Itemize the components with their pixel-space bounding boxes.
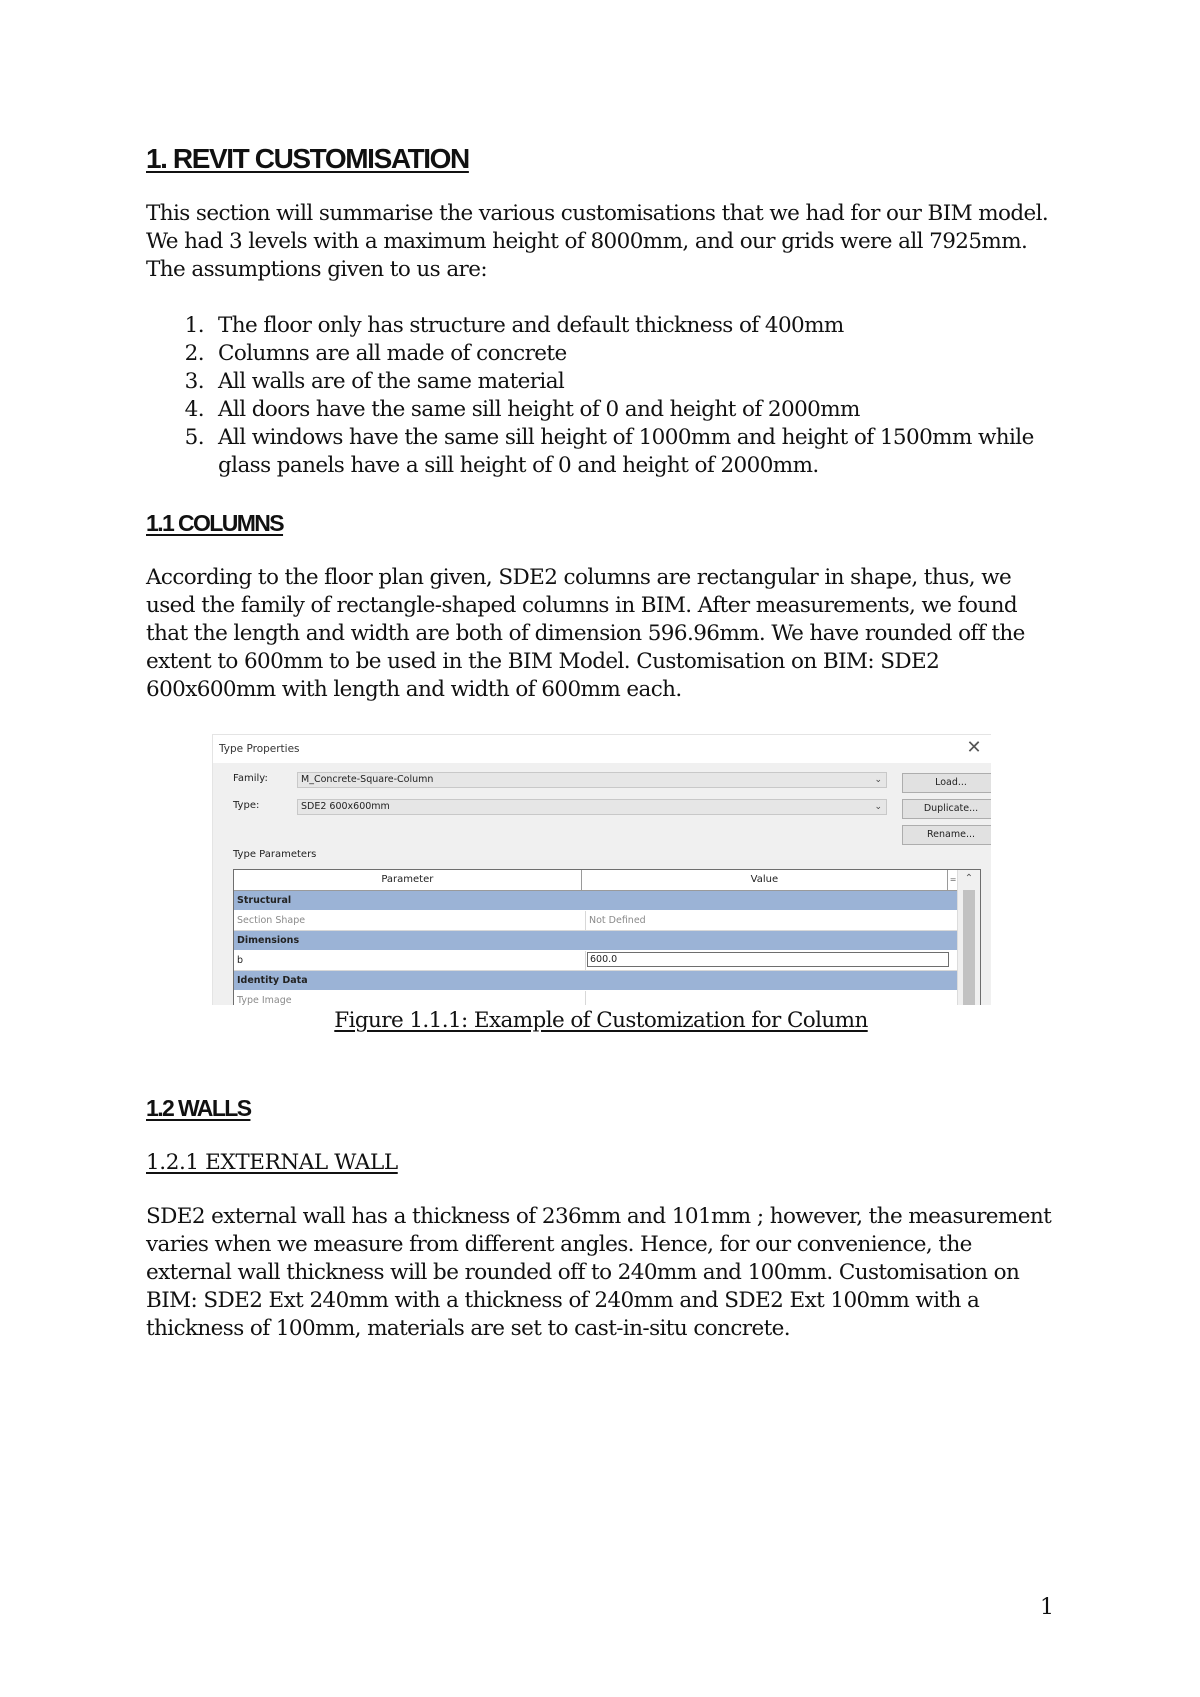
grid-scrollbar[interactable] <box>957 870 980 1005</box>
family-select[interactable] <box>297 772 887 788</box>
group-row-identity-data[interactable] <box>234 971 968 991</box>
list-number: 3. <box>184 369 204 394</box>
walls-paragraph: SDE2 external wall has a thickness of 236mm and 101mm ; however, the measurement varies when we measure from different angles. Hence, for our convenience, the external wall thickness will be rounded off to 240mm and 100mm. Customisation on BIM: SDE2 Ext 240mm with a thickness of 240mm and SDE2 Ext 100mm with a thickness of 100mm, materials are set to cast-in-situ concrete. <box>146 1204 1052 1341</box>
external-wall-subheading: 1.2.1 EXTERNAL WALL <box>146 1150 398 1175</box>
assumptions-list <box>146 312 1056 480</box>
list-item <box>146 424 1056 480</box>
list-item <box>146 312 1056 340</box>
grid-rows <box>234 891 968 1005</box>
section-title: 1. REVIT CUSTOMISATION <box>146 143 469 174</box>
group-row-structural[interactable] <box>234 891 968 911</box>
type-parameters-grid <box>233 869 981 1005</box>
dialog-title: Type Properties <box>219 743 300 755</box>
list-item <box>146 396 1056 424</box>
group-label: Structural <box>237 895 292 906</box>
columns-heading: 1.1 COLUMNS <box>146 510 284 536</box>
chevron-up-icon[interactable]: ⌃ <box>964 873 974 884</box>
table-row[interactable] <box>234 951 968 971</box>
column-header-parameter[interactable]: Parameter <box>234 870 582 890</box>
list-item <box>146 368 1056 396</box>
list-number: 2. <box>184 341 204 366</box>
intro-paragraph: This section will summarise the various customisations that we had for our BIM model. We had 3 levels with a maximum height of 8000mm, and our grids were all 7925mm. The assumptions given to us are: <box>146 201 1049 282</box>
list-item <box>146 340 1056 368</box>
parameter-value <box>586 991 955 1005</box>
parameter-value: Not Defined <box>589 915 646 926</box>
type-select-value: SDE2 600x600mm <box>301 801 390 812</box>
dialog-body <box>213 763 991 1005</box>
table-row[interactable] <box>234 911 968 931</box>
type-parameters-label: Type Parameters <box>233 849 317 860</box>
duplicate-button[interactable]: Duplicate... <box>902 799 991 819</box>
list-number: 1. <box>184 313 204 338</box>
type-select[interactable] <box>297 799 887 815</box>
list-text: Columns are all made of concrete <box>218 341 567 366</box>
page-number: 1 <box>1040 1595 1054 1620</box>
parameter-name: Type Image <box>234 991 586 1005</box>
list-text: All doors have the same sill height of 0 and height of 2000mm <box>218 397 860 422</box>
list-number: 4. <box>184 397 204 422</box>
grid-header <box>234 870 958 891</box>
type-properties-dialog <box>212 734 991 1005</box>
parameter-name: b <box>234 951 586 970</box>
walls-heading: 1.2 WALLS <box>146 1095 251 1121</box>
family-select-value: M_Concrete-Square-Column <box>301 774 434 785</box>
family-label: Family: <box>233 773 268 784</box>
group-row-dimensions[interactable] <box>234 931 968 951</box>
chevron-down-icon: ⌄ <box>874 802 882 812</box>
b-value-input[interactable]: 600.0 <box>587 952 949 967</box>
equals-icon: = <box>949 875 957 884</box>
group-label: Identity Data <box>237 975 308 986</box>
load-button[interactable]: Load... <box>902 773 991 793</box>
column-figure <box>212 734 990 1035</box>
list-number: 5. <box>184 425 204 450</box>
rename-button[interactable]: Rename... <box>902 825 991 845</box>
list-text: All walls are of the same material <box>218 369 565 394</box>
scrollbar-thumb[interactable] <box>963 890 975 1005</box>
parameter-value-cell <box>586 951 955 970</box>
column-header-value[interactable]: Value <box>582 870 948 890</box>
chevron-down-icon: ⌄ <box>874 775 882 785</box>
page-content <box>146 142 1056 1343</box>
list-text: The floor only has structure and default thickness of 400mm <box>218 313 844 338</box>
group-label: Dimensions <box>237 935 300 946</box>
close-icon[interactable]: ✕ <box>966 737 982 758</box>
parameter-name: Section Shape <box>234 911 586 930</box>
columns-paragraph: According to the floor plan given, SDE2 columns are rectangular in shape, thus, we used the family of rectangle-shaped columns in BIM. After measurements, we found that the length and width are both of dimension 596.96mm. We have rounded off the extent to 600mm to be used in the BIM Model. Customisation on BIM: SDE2 600x600mm with length and width of 600mm each. <box>146 565 1025 702</box>
list-text: All windows have the same sill height of 1000mm and height of 1500mm while glass panels have a sill height of 0 and height of 2000mm. <box>218 425 1034 478</box>
table-row[interactable] <box>234 991 968 1005</box>
type-label: Type: <box>233 800 260 811</box>
figure-caption: Figure 1.1.1: Example of Customization for Column <box>334 1008 868 1033</box>
